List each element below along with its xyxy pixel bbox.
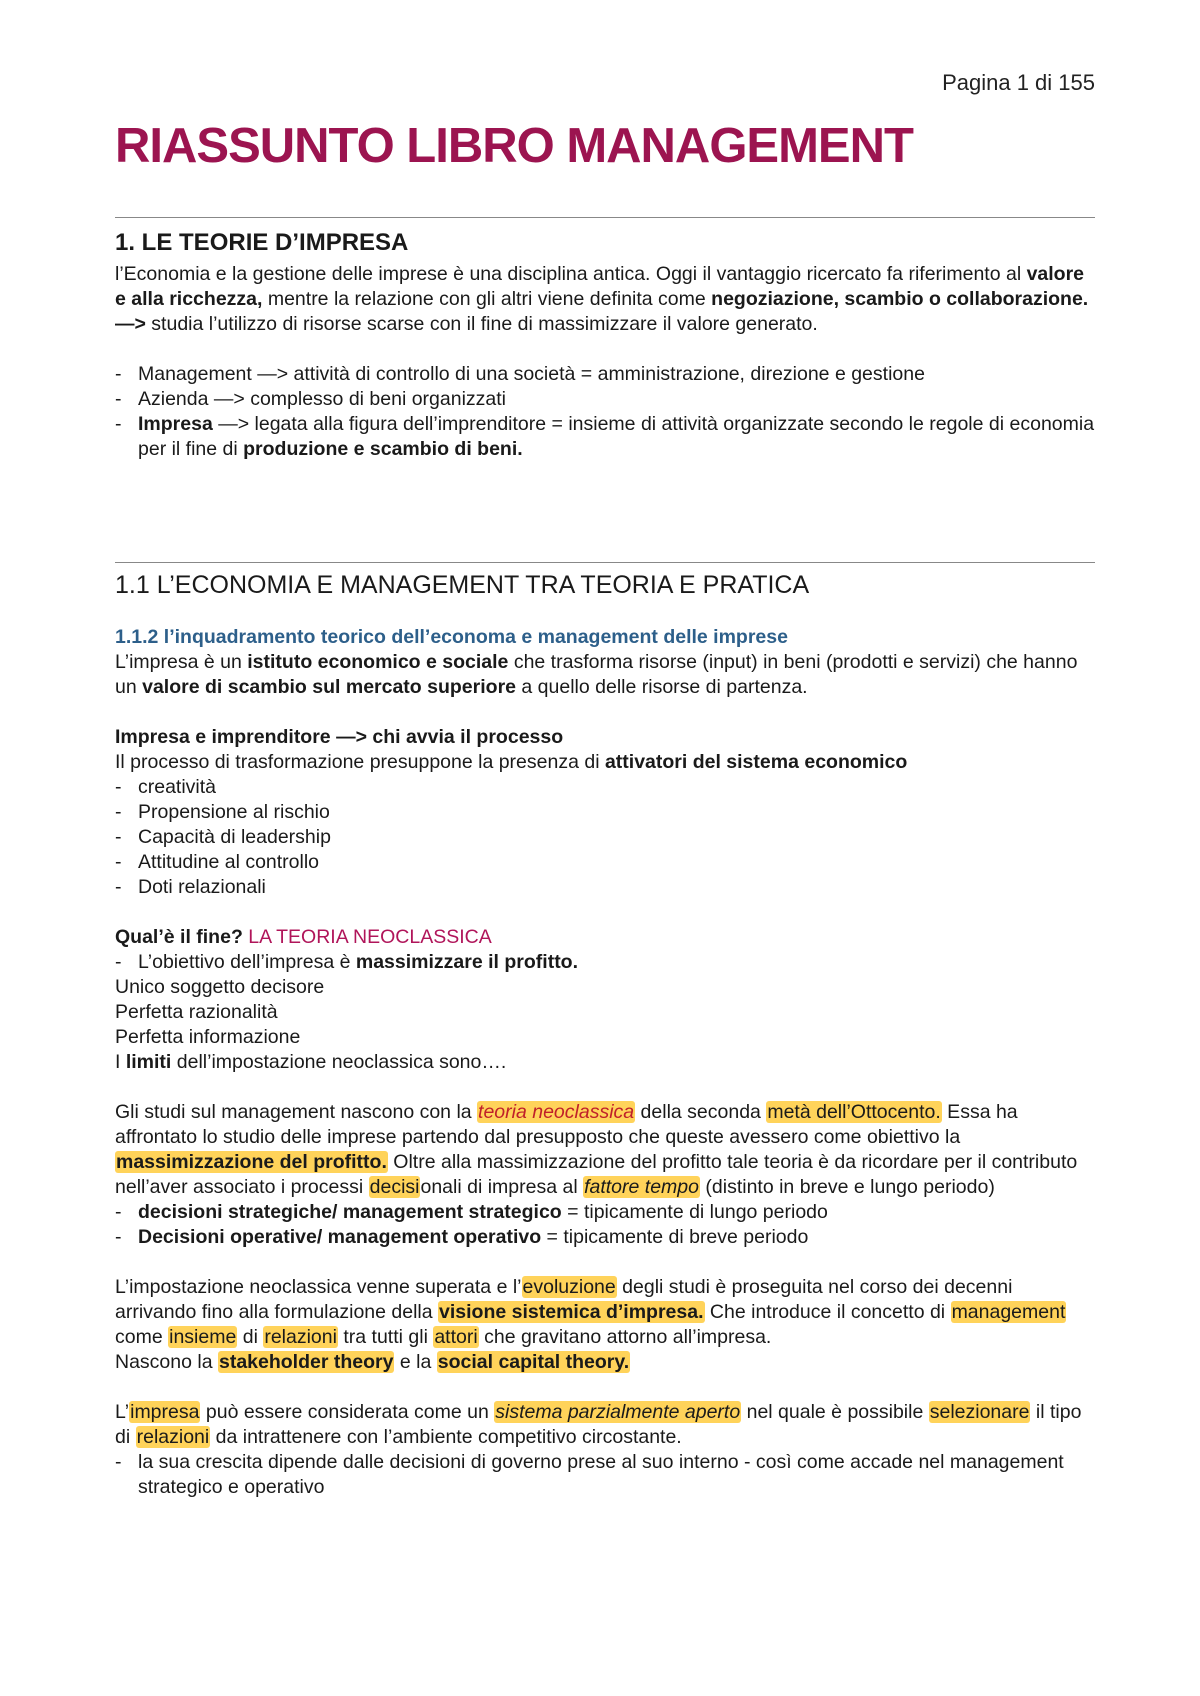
list-item: - la sua crescita dipende dalle decisioni di governo prese al suo interno - così come accade nel management strategico e operativo	[115, 1450, 1095, 1500]
paragraph: Nascono la stakeholder theory e la social capital theory.	[115, 1351, 630, 1373]
list-item: - Propensione al rischio	[115, 800, 1095, 825]
list-item: - Attitudine al controllo	[115, 850, 1095, 875]
section-1	[115, 228, 1095, 462]
paragraph: l’Economia e la gestione delle imprese è una disciplina antica. Oggi il vantaggio ricercato fa riferimento al valore e alla ricchezza, mentre la relazione con gli altri viene definita come negoziazione, scambio o collaborazione.	[115, 263, 1089, 310]
growth-list	[115, 1450, 1095, 1500]
paragraph: L’impostazione neoclassica venne superata e l’evoluzione degli studi è proseguita nel corso dei decenni arrivando fino alla formulazione della visione sistemica d’impresa. Che introduce il concetto di management come insieme di relazioni tra tutti gli attori che gravitano attorno all’impresa.	[115, 1276, 1066, 1348]
list-item: - Impresa —> legata alla figura dell’imprenditore = insieme di attività organizzate secondo le regole di economia per il fine di produzione e scambio di beni.	[115, 412, 1095, 462]
page-number: Pagina 1 di 155	[942, 70, 1095, 95]
definition-list	[115, 362, 1095, 462]
section-1-1	[115, 570, 1095, 1500]
decision-list	[115, 1200, 1095, 1250]
paragraph: Gli studi sul management nascono con la teoria neoclassica della seconda metà dell’Ottocento. Essa ha affrontato lo studio delle imprese partendo dal presupposto che queste avessero come obiettivo la massimizzazione del profitto. Oltre alla massimizzazione del profitto tale teoria è da ricordare per il contributo nell’aver associato i processi decisionali di impresa al fattore tempo (distinto in breve e lungo periodo)	[115, 1101, 1078, 1198]
list-item: - decisioni strategiche/ management strategico = tipicamente di lungo periodo	[115, 1200, 1095, 1225]
paragraph-heading: Qual’è il fine? LA TEORIA NEOCLASSICA	[115, 926, 492, 948]
paragraph: L’impresa è un istituto economico e sociale che trasforma risorse (input) in beni (prodotti e servizi) che hanno un valore di scambio sul mercato superiore a quello delle risorse di partenza.	[115, 651, 1078, 698]
divider	[115, 217, 1095, 218]
section-heading: 1. LE TEORIE D’IMPRESA	[115, 229, 409, 256]
paragraph-heading: Impresa e imprenditore —> chi avvia il processo	[115, 726, 564, 748]
activator-list	[115, 775, 1095, 900]
list-item: - creatività	[115, 775, 1095, 800]
subsection-heading: 1.1.2 l’inquadramento teorico dell’economa e management delle imprese	[115, 626, 788, 648]
text-line: I limiti dell’impostazione neoclassica sono….	[115, 1051, 507, 1073]
list-item: - Azienda —> complesso di beni organizzati	[115, 387, 1095, 412]
paragraph: —> studia l’utilizzo di risorse scarse con il fine di massimizzare il valore generato.	[115, 313, 818, 335]
list-item: - Capacità di leadership	[115, 825, 1095, 850]
paragraph: Il processo di trasformazione presuppone la presenza di attivatori del sistema economico	[115, 751, 908, 773]
text-line: Unico soggetto decisore	[115, 976, 325, 998]
section-heading: 1.1 L’ECONOMIA E MANAGEMENT TRA TEORIA E PRATICA	[115, 571, 810, 599]
list-item: - Doti relazionali	[115, 875, 1095, 900]
list-item: - L’obiettivo dell’impresa è massimizzare il profitto.	[115, 950, 1095, 975]
list-item: - Decisioni operative/ management operativo = tipicamente di breve periodo	[115, 1225, 1095, 1250]
text-line: Perfetta informazione	[115, 1026, 301, 1048]
list-item: - Management —> attività di controllo di una società = amministrazione, direzione e gestione	[115, 362, 1095, 387]
divider	[115, 562, 1095, 563]
goal-list	[115, 950, 1095, 975]
paragraph: L’impresa può essere considerata come un sistema parzialmente aperto nel quale è possibile selezionare il tipo di relazioni da intrattenere con l’ambiente competitivo circostante.	[115, 1401, 1082, 1448]
document-title: RIASSUNTO LIBRO MANAGEMENT	[115, 119, 913, 173]
text-line: Perfetta razionalità	[115, 1001, 278, 1023]
